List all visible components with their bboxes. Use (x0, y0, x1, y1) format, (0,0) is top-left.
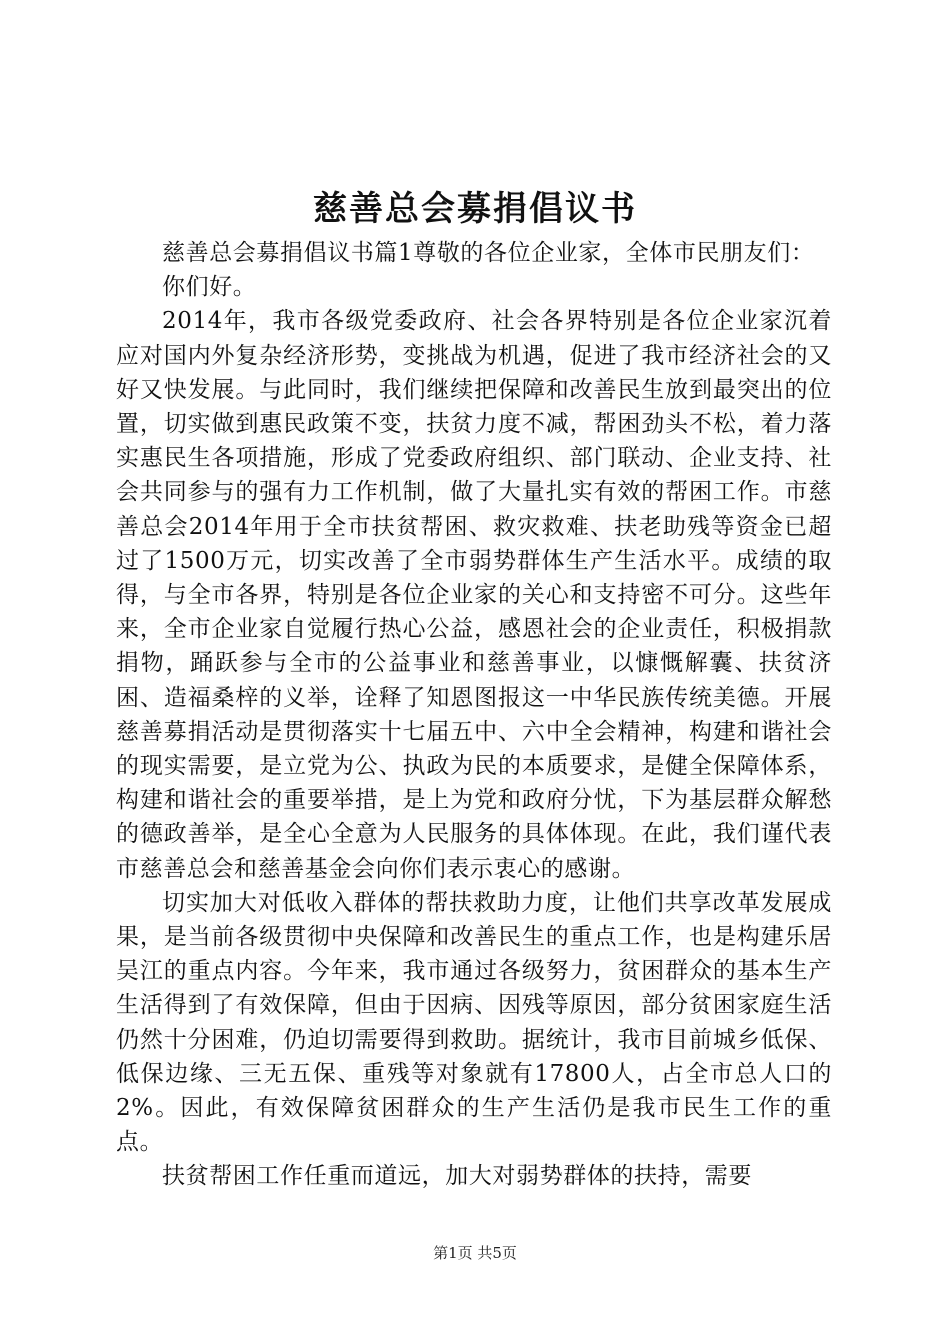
paragraph-hello: 你们好。 (162, 274, 257, 301)
page-number-footer: 第1页 共5页 (433, 1244, 517, 1262)
paragraph-continuation: 扶贫帮困工作任重而道远，加大对弱势群体的扶持，需要 (162, 1163, 752, 1190)
document-body (116, 236, 832, 1194)
paragraph-greeting: 慈善总会募捐倡议书篇1尊敬的各位企业家，全体市民朋友们： (162, 240, 815, 266)
paragraph-assistance: 切实加大对低收入群体的帮扶救助力度，让他们共享改革发展成果，是当前各级贯彻中央保障和改善民生的重点工作，也是构建乐居吴江的重点内容。今年来，我市通过各级努力，贫困群众的基本生产生活得到了有效保障，但由于因病、因残等原因，部分贫困家庭生活仍然十分困难，仍迫切需要得到救助。据统计，我市目前城乡低保、低保边缘、三无五保、重残等对象就有17800人，占全市总人口的2%。因此，有效保障贫困群众的生产生活仍是我市民生工作的重点。 (116, 889, 832, 1156)
paragraph-achievements: 2014年，我市各级党委政府、社会各界特别是各位企业家沉着应对国内外复杂经济形势，变挑战为机遇，促进了我市经济社会的又好又快发展。与此同时，我们继续把保障和改善民生放到最突出的位置，切实做到惠民政策不变，扶贫力度不减，帮困劲头不松，着力落实惠民生各项措施，形成了党委政府组织、部门联动、企业支持、社会共同参与的强有力工作机制，做了大量扎实有效的帮困工作。市慈善总会2014年用于全市扶贫帮困、救灾救难、扶老助残等资金已超过了1500万元，切实改善了全市弱势群体生产生活水平。成绩的取得，与全市各界，特别是各位企业家的关心和支持密不可分。这些年来，全市企业家自觉履行热心公益，感恩社会的企业责任，积极捐款捐物，踊跃参与全市的公益事业和慈善事业，以慷慨解囊、扶贫济困、造福桑梓的义举，诠释了知恩图报这一中华民族传统美德。开展慈善募捐活动是贯彻落实十七届五中、六中全会精神，构建和谐社会的现实需要，是立党为公、执政为民的本质要求，是健全保障体系，构建和谐社会的重要举措，是上为党和政府分忧，下为基层群众解愁的德政善举，是全心全意为人民服务的具体体现。在此，我们谨代表市慈善总会和慈善基金会向你们表示衷心的感谢。 (116, 308, 832, 882)
document-title: 慈善总会募捐倡议书 (313, 189, 637, 229)
